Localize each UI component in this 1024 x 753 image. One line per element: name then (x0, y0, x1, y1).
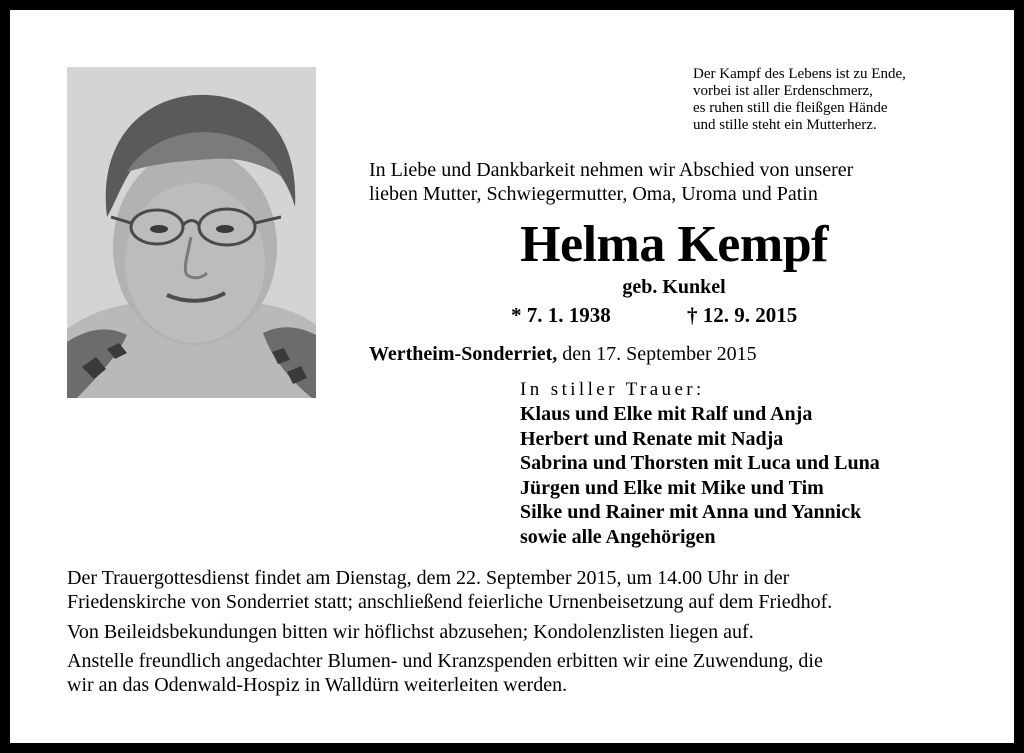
mourner-line: Silke und Rainer mit Anna und Yannick (520, 501, 862, 524)
mourning-heading: In stiller Trauer: (520, 379, 705, 400)
funeral-service-notice (67, 566, 967, 614)
mourner-line: Jürgen und Elke mit Mike und Tim (520, 476, 824, 499)
mourner-line: sowie alle Angehörigen (520, 525, 716, 548)
notice-line: Von Beileidsbekundungen bitten wir höflichst abzusehen; Kondolenzlisten liegen auf. (67, 621, 754, 643)
notice-line: Friedenskirche von Sonderriet statt; anschließend feierliche Urnenbeisetzung auf dem Friedhof. (67, 591, 833, 613)
place-date-line (369, 342, 757, 366)
maiden-name: geb. Kunkel (622, 276, 726, 298)
farewell-intro (369, 158, 989, 206)
deceased-name: Helma Kempf (520, 216, 828, 273)
portrait-photo (67, 67, 316, 398)
mourner-line: Sabrina und Thorsten mit Luca und Luna (520, 452, 880, 475)
condolence-notice (67, 620, 967, 644)
memorial-poem (693, 66, 993, 134)
place-name: Wertheim-Sonderriet, (369, 343, 558, 365)
intro-line: In Liebe und Dankbarkeit nehmen wir Abschied von unserer (369, 159, 854, 181)
notice-line: wir an das Odenwald-Hospiz in Walldürn weiterleiten werden. (67, 674, 568, 696)
intro-line: lieben Mutter, Schwiegermutter, Oma, Uroma und Patin (369, 183, 818, 205)
portrait-illustration (67, 67, 316, 398)
notice-line: Der Trauergottesdienst findet am Dienstag, dem 22. September 2015, um 14.00 Uhr in der (67, 567, 790, 589)
donation-notice (67, 649, 967, 697)
poem-line: vorbei ist aller Erdenschmerz, (693, 83, 873, 99)
death-date: † 12. 9. 2015 (687, 303, 798, 327)
poem-line: Der Kampf des Lebens ist zu Ende, (693, 66, 906, 82)
birth-date: * 7. 1. 1938 (511, 303, 611, 327)
mourner-line: Herbert und Renate mit Nadja (520, 427, 784, 450)
poem-line: es ruhen still die fleißgen Hände (693, 100, 888, 116)
mourner-line: Klaus und Elke mit Ralf und Anja (520, 403, 813, 425)
notice-date: den 17. September 2015 (557, 343, 757, 365)
mourners-block (520, 378, 1000, 550)
obituary-card (10, 10, 1014, 743)
notice-line: Anstelle freundlich angedachter Blumen- und Kranzspenden erbitten wir eine Zuwendung, die (67, 650, 823, 672)
poem-line: und stille steht ein Mutterherz. (693, 117, 877, 133)
